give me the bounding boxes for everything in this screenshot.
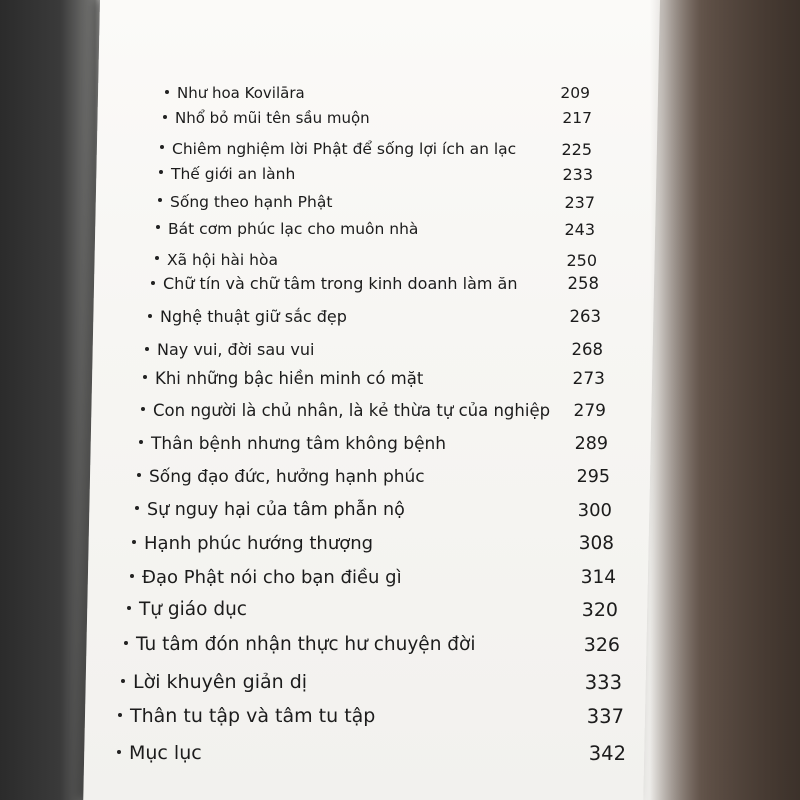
bullet-icon bbox=[137, 473, 141, 477]
toc-entry-page: 263 bbox=[569, 307, 601, 326]
bullet-icon bbox=[156, 225, 160, 229]
toc-entry-page: 217 bbox=[562, 109, 592, 127]
bullet-icon bbox=[145, 347, 149, 351]
toc-entry bbox=[118, 705, 375, 727]
toc-entry bbox=[124, 634, 476, 655]
toc-entry bbox=[148, 307, 347, 326]
toc-entry-title: Tu tâm đón nhận thực hư chuyện đời bbox=[136, 633, 476, 655]
toc-entry-title: Lời khuyên giản dị bbox=[133, 671, 308, 693]
toc-entry bbox=[135, 500, 405, 520]
bullet-icon bbox=[118, 713, 122, 717]
toc-entry-title: Chiêm nghiệm lời Phật để sống lợi ích an lạc bbox=[172, 139, 517, 158]
toc-entry bbox=[143, 369, 423, 388]
toc-entry-title: Khi những bậc hiền minh có mặt bbox=[155, 368, 424, 388]
toc-entry-title: Con người là chủ nhân, là kẻ thừa tự của nghiệp bbox=[153, 400, 551, 420]
toc-entry bbox=[158, 193, 332, 211]
toc-entry-title: Như hoa Kovilāra bbox=[177, 84, 305, 102]
toc-entry-page: 250 bbox=[566, 250, 597, 270]
toc-entry bbox=[159, 165, 295, 183]
toc-entry bbox=[163, 109, 370, 127]
bullet-icon bbox=[139, 440, 143, 444]
toc-entry-title: Chữ tín và chữ tâm trong kinh doanh làm ăn bbox=[163, 274, 518, 293]
bullet-icon bbox=[151, 281, 155, 285]
toc-entry-page: 300 bbox=[577, 499, 612, 521]
bullet-icon bbox=[124, 641, 128, 645]
toc-entry-page: 295 bbox=[576, 467, 610, 487]
toc-entry-page: 326 bbox=[583, 633, 620, 656]
bullet-icon bbox=[160, 145, 164, 149]
toc-entry-title: Thế giới an lành bbox=[171, 164, 296, 183]
toc-entry-title: Bát cơm phúc lạc cho muôn nhà bbox=[168, 219, 419, 238]
bullet-icon bbox=[127, 606, 131, 610]
bullet-icon bbox=[158, 198, 162, 202]
toc-entry-title: Xã hội hài hòa bbox=[167, 250, 278, 269]
toc-entry bbox=[127, 599, 247, 620]
toc-entry-page: 289 bbox=[574, 434, 608, 454]
toc-entry-title: Nay vui, đời sau vui bbox=[157, 340, 315, 359]
toc-entry bbox=[117, 742, 202, 764]
toc-entry bbox=[155, 251, 278, 269]
toc-entry-title: Sống theo hạnh Phật bbox=[170, 192, 333, 211]
bullet-icon bbox=[155, 256, 159, 260]
bullet-icon bbox=[165, 90, 169, 94]
toc-entry-page: 243 bbox=[564, 219, 595, 239]
toc-entry-page: 337 bbox=[586, 705, 624, 728]
toc-entry-title: Nghệ thuật giữ sắc đẹp bbox=[160, 307, 347, 326]
toc-entry-page: 258 bbox=[567, 274, 599, 293]
toc-entry-page: 279 bbox=[573, 400, 606, 421]
toc-entry bbox=[141, 401, 550, 420]
toc-entry bbox=[160, 140, 516, 158]
toc-entry bbox=[130, 567, 402, 588]
toc-entry-page: 333 bbox=[584, 671, 622, 694]
bullet-icon bbox=[121, 679, 125, 683]
toc-entry-title: Thân tu tập và tâm tu tập bbox=[130, 705, 376, 727]
toc-entry-title: Nhổ bỏ mũi tên sầu muộn bbox=[175, 109, 370, 127]
toc-entry bbox=[121, 671, 307, 693]
bullet-icon bbox=[130, 574, 134, 578]
toc-entry-title: Mục lục bbox=[129, 742, 202, 764]
bullet-icon bbox=[141, 407, 145, 411]
toc-entry bbox=[137, 467, 425, 487]
bullet-icon bbox=[135, 506, 139, 510]
toc-entry-page: 314 bbox=[580, 567, 616, 588]
toc-entry bbox=[156, 220, 418, 238]
toc-entry-page: 320 bbox=[581, 598, 618, 621]
toc-entry-page: 268 bbox=[571, 340, 603, 359]
toc-entry-page: 209 bbox=[560, 84, 590, 102]
toc-entry-title: Đạo Phật nói cho bạn điều gì bbox=[142, 567, 402, 588]
toc-entry bbox=[145, 340, 314, 359]
toc-entry bbox=[139, 434, 446, 454]
toc-entry-page: 273 bbox=[572, 368, 605, 389]
bullet-icon bbox=[163, 115, 167, 119]
toc-entry-page: 233 bbox=[562, 164, 593, 184]
bullet-icon bbox=[143, 375, 147, 379]
toc-entry-page: 237 bbox=[564, 192, 595, 212]
toc-entry bbox=[165, 84, 305, 102]
bullet-icon bbox=[117, 750, 121, 754]
toc-entry-title: Thân bệnh nhưng tâm không bệnh bbox=[151, 434, 447, 454]
toc-entry bbox=[132, 533, 373, 554]
bullet-icon bbox=[148, 314, 152, 318]
toc-entry-title: Hạnh phúc hướng thượng bbox=[144, 533, 374, 554]
bullet-icon bbox=[159, 170, 163, 174]
toc-entry-page: 225 bbox=[561, 139, 592, 159]
toc-entry-page: 308 bbox=[578, 533, 614, 554]
toc-entry-title: Sự nguy hại của tâm phẫn nộ bbox=[147, 499, 405, 520]
toc-entry bbox=[151, 274, 518, 293]
bullet-icon bbox=[132, 540, 136, 544]
toc-entry-title: Tự giáo dục bbox=[139, 598, 247, 620]
toc-entry-title: Sống đạo đức, hưởng hạnh phúc bbox=[149, 467, 425, 487]
toc-entry-page: 342 bbox=[588, 742, 626, 765]
